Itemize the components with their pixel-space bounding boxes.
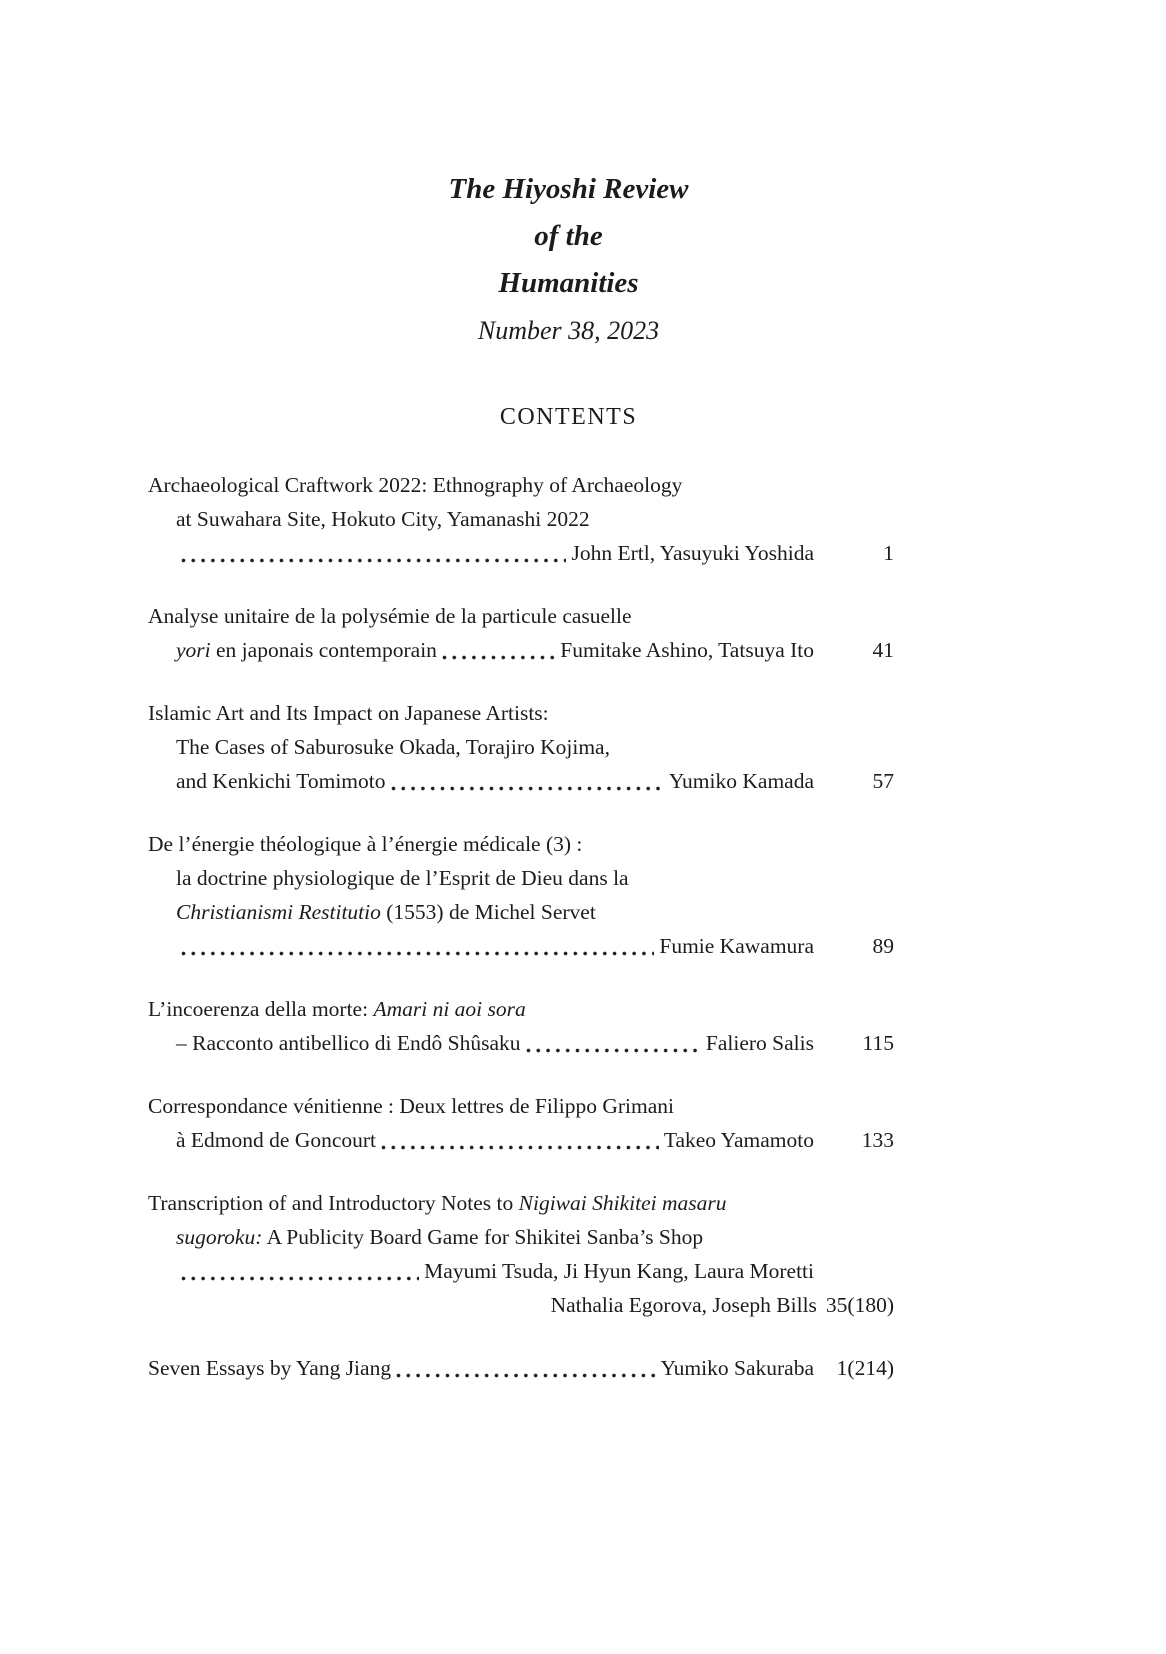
toc-line <box>148 1026 894 1060</box>
toc-author: Takeo Yamamoto <box>663 1128 814 1152</box>
toc-line <box>148 502 894 536</box>
toc-line-text <box>176 1026 521 1060</box>
toc-title-segment: Archaeological Craftwork 2022: Ethnography of Archaeology <box>148 473 683 497</box>
toc-line-text <box>176 861 629 895</box>
toc-line <box>148 468 894 502</box>
toc-line <box>148 895 894 929</box>
toc-line-text <box>176 633 437 667</box>
dotted-leader <box>381 1145 659 1150</box>
toc-title-segment: Correspondance vénitienne : Deux lettres de Filippo Grimani <box>148 1094 675 1118</box>
toc-author: Yumiko Sakuraba <box>660 1356 814 1380</box>
toc-title-segment: L’incoerenza della morte: <box>148 997 374 1021</box>
toc-title-segment: – Racconto antibellico di Endô Shûsaku <box>176 1031 521 1055</box>
toc-title-segment: A Publicity Board Game for Shikitei Sanba’s Shop <box>262 1225 704 1249</box>
dotted-leader <box>442 655 555 660</box>
toc-entry <box>148 1089 894 1157</box>
toc-line <box>148 1254 894 1288</box>
journal-title-line-3: Humanities <box>498 267 639 299</box>
journal-header <box>148 166 989 434</box>
toc-line <box>148 730 894 764</box>
toc-title-segment: Transcription of and Introductory Notes to <box>148 1191 519 1215</box>
toc-title-segment: Islamic Art and Its Impact on Japanese Artists: <box>148 701 549 725</box>
toc-line-text <box>148 827 582 861</box>
toc-page-number: 89 <box>872 934 894 958</box>
issue-number: Number 38, 2023 <box>477 316 660 345</box>
toc-entry <box>148 696 894 798</box>
toc-page-number: 115 <box>862 1031 894 1055</box>
toc-author: Mayumi Tsuda, Ji Hyun Kang, Laura Moretti <box>424 1259 814 1283</box>
toc-page-number: 35(180) <box>825 1293 894 1317</box>
toc-line <box>148 1089 894 1123</box>
toc-title-italic-segment: Nigiwai Shikitei masaru <box>518 1191 727 1215</box>
toc-author: Faliero Salis <box>705 1031 814 1055</box>
toc-title-italic-segment: Amari ni aoi sora <box>373 997 526 1021</box>
toc-line-text <box>148 1089 674 1123</box>
toc-page-number: 57 <box>872 769 894 793</box>
contents-heading: CONTENTS <box>499 404 638 430</box>
toc-author: Yumiko Kamada <box>668 769 814 793</box>
toc-title-italic-segment: sugoroku: <box>176 1225 263 1249</box>
toc-title-italic-segment: yori <box>176 638 211 662</box>
toc-line-text <box>176 1123 376 1157</box>
toc-line <box>148 764 894 798</box>
toc-page-number: 1(214) <box>836 1356 894 1380</box>
toc-line-text <box>176 895 596 929</box>
toc-entry <box>148 1186 894 1322</box>
toc-title-segment: en japonais contemporain <box>210 638 437 662</box>
toc-line-text <box>148 696 549 730</box>
toc-line <box>148 827 894 861</box>
toc-page-number: 133 <box>861 1128 894 1152</box>
toc-line-text <box>176 764 386 798</box>
toc-line <box>148 992 894 1026</box>
toc-line-text <box>176 1220 703 1254</box>
toc-page-number: 1 <box>883 541 894 565</box>
toc-line-text <box>148 599 632 633</box>
toc-title-segment: Analyse unitaire de la polysémie de la particule casuelle <box>148 604 632 628</box>
toc-author: Fumitake Ashino, Tatsuya Ito <box>560 638 814 662</box>
toc-author: Nathalia Egorova, Joseph Bills <box>550 1293 817 1317</box>
toc-line-text <box>148 1351 391 1385</box>
toc-entry <box>148 599 894 667</box>
toc-line-text <box>148 992 526 1026</box>
dotted-leader <box>396 1373 655 1378</box>
toc-line-text <box>148 1186 726 1220</box>
toc-page-number: 41 <box>872 638 894 662</box>
toc-line <box>148 633 894 667</box>
toc-page-number <box>814 1254 894 1288</box>
toc-title-segment: The Cases of Saburosuke Okada, Torajiro Kojima, <box>176 735 610 759</box>
toc-title-segment: at Suwahara Site, Hokuto City, Yamanashi 2022 <box>176 507 590 531</box>
dotted-leader <box>181 951 654 956</box>
toc-entry <box>148 992 894 1060</box>
toc-line <box>148 861 894 895</box>
toc-line <box>148 1288 894 1322</box>
toc-author: John Ertl, Yasuyuki Yoshida <box>571 541 814 565</box>
toc-title-italic-segment: Christianismi Restitutio <box>176 900 381 924</box>
toc-line <box>148 929 894 963</box>
toc-line <box>148 599 894 633</box>
toc-author: Fumie Kawamura <box>659 934 814 958</box>
toc-line-text <box>148 468 682 502</box>
toc-line <box>148 696 894 730</box>
toc-entry <box>148 1351 894 1385</box>
toc-title-segment: la doctrine physiologique de l’Esprit de Dieu dans la <box>176 866 629 890</box>
toc-line <box>148 1351 894 1385</box>
toc-line <box>148 536 894 570</box>
toc-title-segment: and Kenkichi Tomimoto <box>176 769 386 793</box>
toc-title-segment: Seven Essays by Yang Jiang <box>148 1356 392 1380</box>
dotted-leader <box>526 1048 701 1053</box>
table-of-contents <box>148 468 989 1385</box>
toc-line <box>148 1220 894 1254</box>
toc-entry <box>148 468 894 570</box>
dotted-leader <box>181 558 566 563</box>
dotted-leader <box>391 786 664 791</box>
toc-entry <box>148 827 894 963</box>
toc-title-segment: à Edmond de Goncourt <box>176 1128 377 1152</box>
toc-line-text <box>176 730 610 764</box>
toc-title-segment: (1553) de Michel Servet <box>380 900 596 924</box>
toc-line <box>148 1123 894 1157</box>
toc-line-text <box>176 502 590 536</box>
journal-title-line-2: of the <box>534 220 603 252</box>
dotted-leader <box>181 1276 419 1281</box>
toc-title-segment: De l’énergie théologique à l’énergie médicale (3) : <box>148 832 583 856</box>
journal-title-line-1: The Hiyoshi Review <box>448 173 689 205</box>
toc-line <box>148 1186 894 1220</box>
